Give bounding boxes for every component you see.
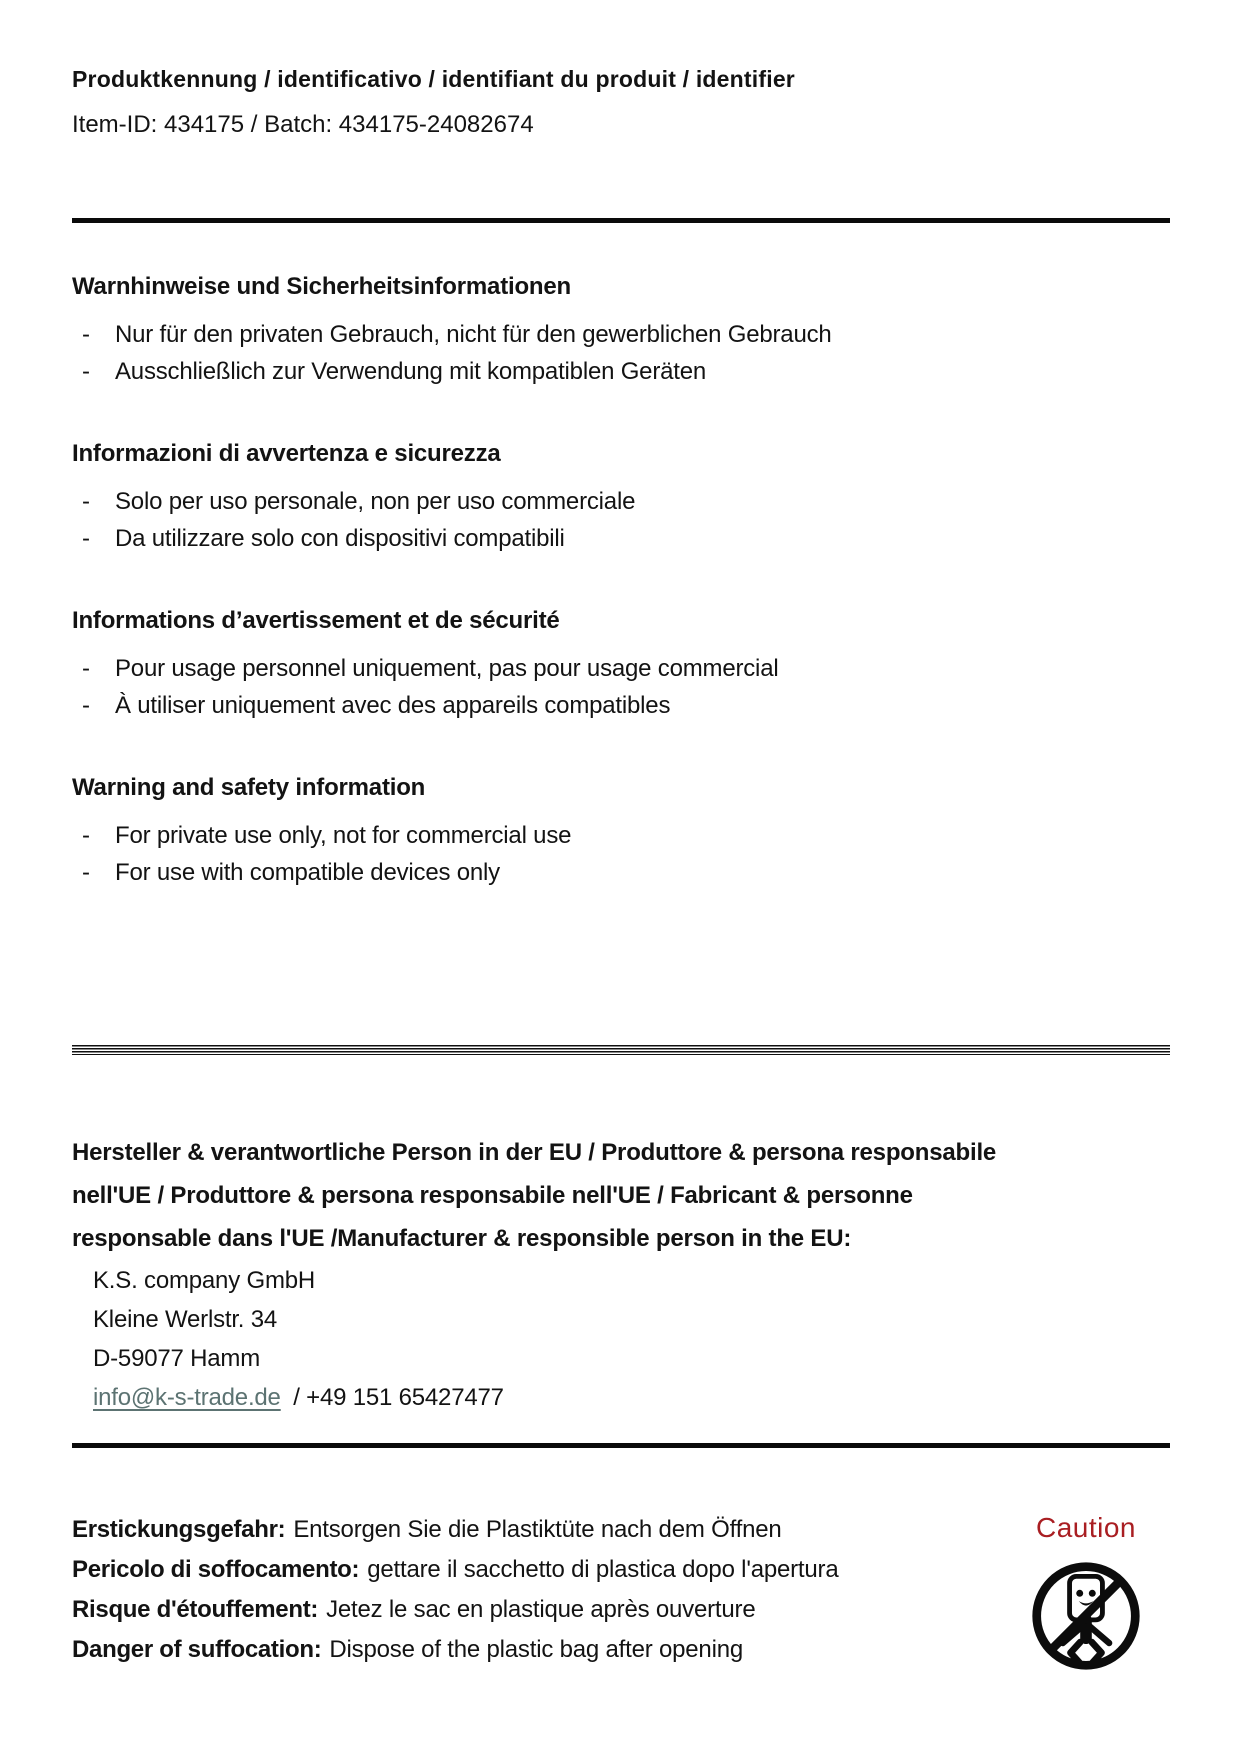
suffocation-line-german <box>72 1510 839 1550</box>
warning-section-german <box>72 271 1170 390</box>
warning-item: - Solo per uso personale, non per uso commerciale <box>72 483 1170 520</box>
suffocation-label: Pericolo di soffocamento: <box>72 1556 360 1583</box>
warning-item: - For private use only, not for commercial use <box>72 817 1170 854</box>
warning-heading-french: Informations d’avertissement et de sécurité <box>72 607 560 634</box>
double-line-divider <box>72 1045 1170 1055</box>
suffocation-line-english <box>72 1630 839 1670</box>
contact-line <box>93 1378 1170 1417</box>
warning-list-italian <box>72 483 1170 557</box>
address-line-city: D-59077 Hamm <box>93 1345 260 1372</box>
warning-heading-german: Warnhinweise und Sicherheitsinformationen <box>72 273 571 300</box>
phone-text: / +49 151 65427477 <box>293 1384 504 1411</box>
warning-list-french <box>72 650 1170 724</box>
email-link[interactable]: info@k-s-trade.de <box>93 1384 281 1411</box>
top-section-divider <box>72 218 1170 223</box>
suffocation-text: Entsorgen Sie die Plastiktüte nach dem Öffnen <box>293 1516 782 1543</box>
product-id-heading: Produktkennung / identificativo / identifiant du produit / identifier <box>72 66 795 92</box>
suffocation-warnings <box>72 1510 839 1670</box>
suffocation-line-french <box>72 1590 839 1630</box>
manufacturer-address <box>72 1261 1170 1417</box>
manufacturer-heading-line: nell'UE / Produttore & persona responsabile nell'UE / Fabricant & personne <box>72 1182 913 1209</box>
warning-list-english <box>72 817 1170 891</box>
warning-item: - Da utilizzare solo con dispositivi compatibili <box>72 520 1170 557</box>
suffocation-text: Dispose of the plastic bag after opening <box>329 1636 744 1663</box>
warning-item: - À utiliser uniquement avec des appareils compatibles <box>72 687 1170 724</box>
manufacturer-section <box>72 1131 1170 1417</box>
bottom-section-divider <box>72 1443 1170 1448</box>
warning-item: - Pour usage personnel uniquement, pas pour usage commercial <box>72 650 1170 687</box>
warning-list-german <box>72 316 1170 390</box>
warning-section-italian <box>72 438 1170 557</box>
suffocation-text: Jetez le sac en plastique après ouverture <box>326 1596 756 1623</box>
suffocation-line-italian <box>72 1550 839 1590</box>
manufacturer-heading-line: Hersteller & verantwortliche Person in der EU / Produttore & persona responsabile <box>72 1139 997 1166</box>
warning-section-english <box>72 772 1170 891</box>
warning-item: - Ausschließlich zur Verwendung mit kompatiblen Geräten <box>72 353 1170 390</box>
warning-heading-english: Warning and safety information <box>72 774 426 801</box>
suffocation-text: gettare il sacchetto di plastica dopo l'apertura <box>367 1556 839 1583</box>
manufacturer-heading <box>72 1131 1170 1260</box>
address-line-street: Kleine Werlstr. 34 <box>93 1306 278 1333</box>
suffocation-label: Erstickungsgefahr: <box>72 1516 286 1543</box>
manufacturer-heading-line: responsable dans l'UE /Manufacturer & responsible person in the EU: <box>72 1225 852 1252</box>
address-line-company: K.S. company GmbH <box>93 1267 316 1294</box>
suffocation-label: Danger of suffocation: <box>72 1636 322 1663</box>
item-id-line: Item-ID: 434175 / Batch: 434175-24082674 <box>72 111 534 138</box>
caution-label: Caution <box>1035 1512 1136 1543</box>
warning-item: - Nur für den privaten Gebrauch, nicht für den gewerblichen Gebrauch <box>72 316 1170 353</box>
warning-section-french <box>72 605 1170 724</box>
no-plastic-bag-baby-prohibition-icon <box>1028 1558 1144 1674</box>
suffocation-label: Risque d'étouffement: <box>72 1596 319 1623</box>
suffocation-warning-block <box>72 1510 1170 1674</box>
warning-item: - For use with compatible devices only <box>72 854 1170 891</box>
warning-heading-italian: Informazioni di avvertenza e sicurezza <box>72 440 501 467</box>
caution-column <box>1002 1512 1170 1674</box>
